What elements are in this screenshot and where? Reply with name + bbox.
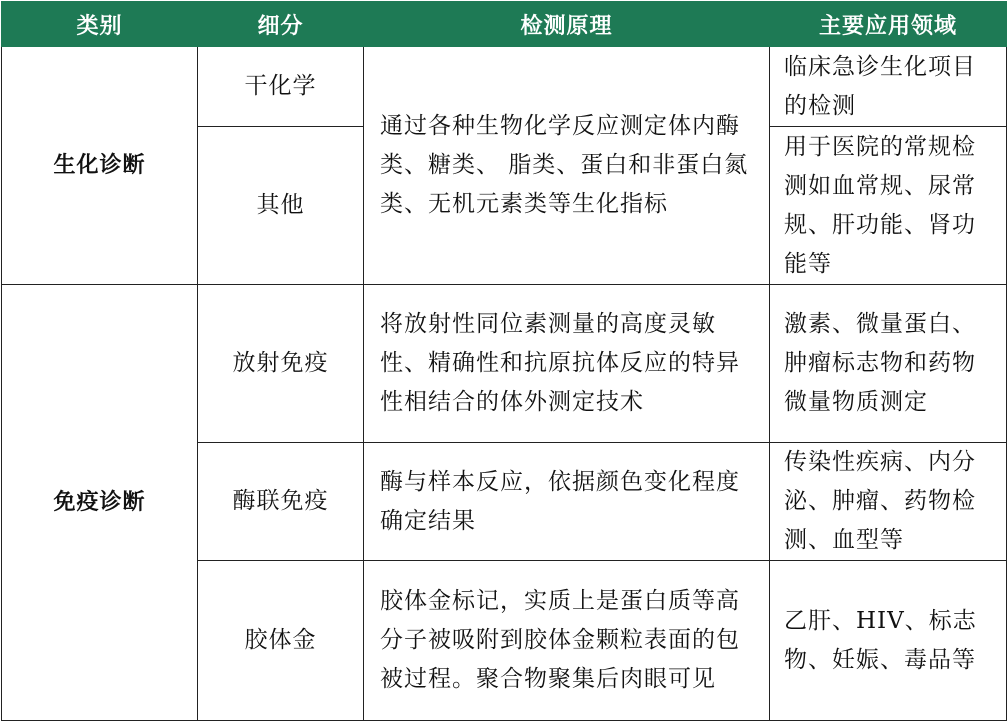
diagnosis-table	[1, 1, 1007, 721]
application-cell: 乙肝、HIV、标志物、妊娠、毒品等	[770, 561, 1007, 721]
application-cell: 临床急诊生化项目的检测	[770, 47, 1007, 127]
header-row	[2, 2, 1007, 47]
principle-cell: 胶体金标记，实质上是蛋白质等高分子被吸附到胶体金颗粒表面的包被过程。聚合物聚集后肉眼可见	[364, 561, 770, 721]
principle-cell: 通过各种生物化学反应测定体内酶类、糖类、 脂类、蛋白和非蛋白氮类、无机元素类等生化指标	[364, 47, 770, 285]
subcategory-cell: 胶体金	[198, 561, 364, 721]
category-cell: 免疫诊断	[2, 285, 198, 721]
header-principle: 检测原理	[364, 2, 770, 47]
table-row	[2, 285, 1007, 443]
header-application: 主要应用领域	[770, 2, 1007, 47]
subcategory-cell: 其他	[198, 127, 364, 285]
category-cell: 生化诊断	[2, 47, 198, 285]
subcategory-cell: 干化学	[198, 47, 364, 127]
application-cell: 激素、微量蛋白、肿瘤标志物和药物微量物质测定	[770, 285, 1007, 443]
application-cell: 传染性疾病、内分泌、肿瘤、药物检测、血型等	[770, 443, 1007, 561]
principle-cell: 将放射性同位素测量的高度灵敏性、精确性和抗原抗体反应的特异性相结合的体外测定技术	[364, 285, 770, 443]
table-row	[2, 47, 1007, 127]
header-category: 类别	[2, 2, 198, 47]
header-subcategory: 细分	[198, 2, 364, 47]
subcategory-cell: 酶联免疫	[198, 443, 364, 561]
principle-cell: 酶与样本反应，依据颜色变化程度确定结果	[364, 443, 770, 561]
subcategory-cell: 放射免疫	[198, 285, 364, 443]
application-cell: 用于医院的常规检测如血常规、尿常规、肝功能、肾功能等	[770, 127, 1007, 285]
